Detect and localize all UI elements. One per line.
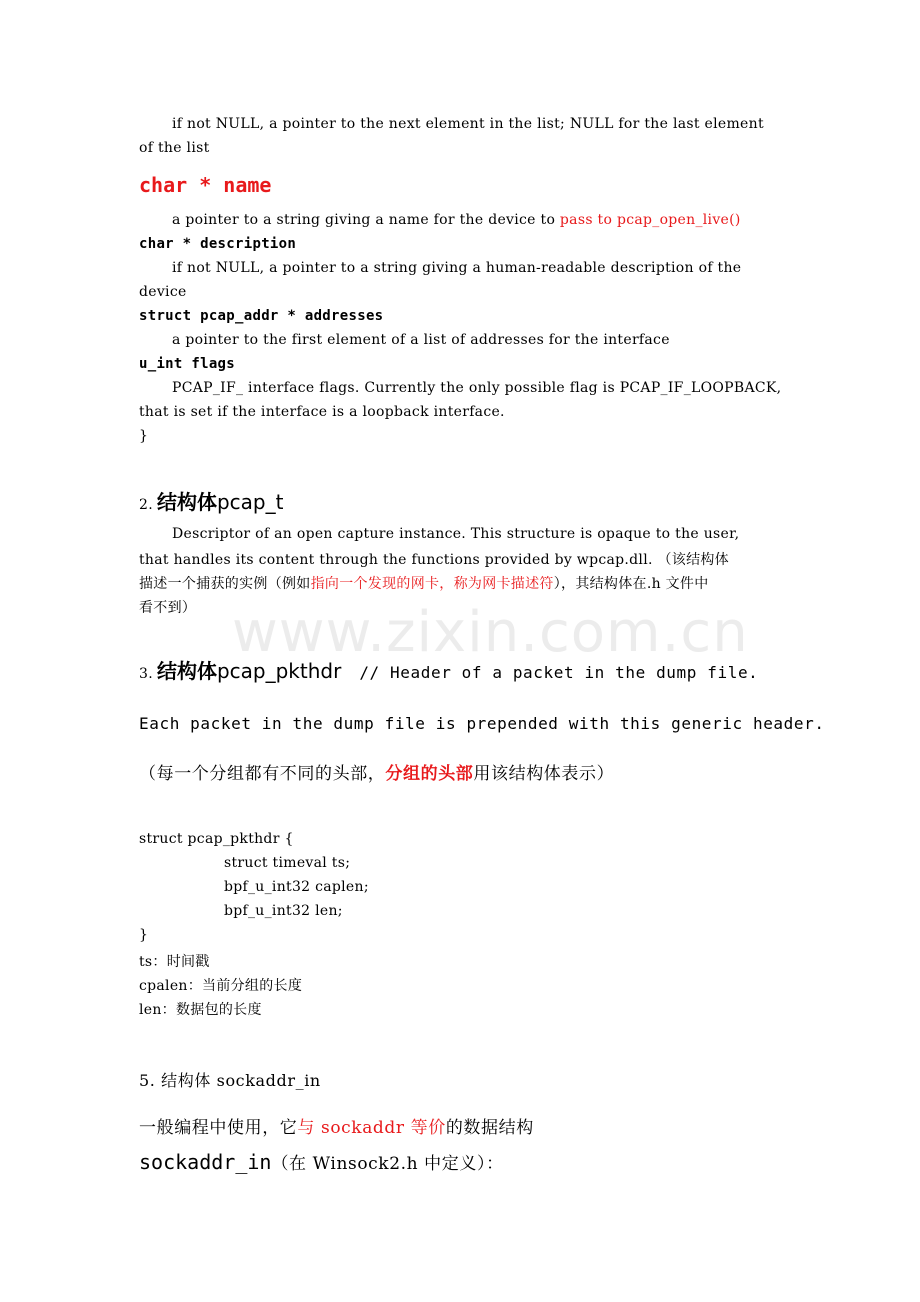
section-5-line2-struct: sockaddr_in bbox=[139, 1150, 272, 1174]
section-5-heading: 5. 结构体 sockaddr_in bbox=[139, 1071, 321, 1090]
section-2-line1: Descriptor of an open capture instance. This structure is opaque to the user, bbox=[172, 526, 740, 542]
note-line: len：数据包的长度 bbox=[139, 1002, 262, 1018]
section-3-number: 3. bbox=[139, 666, 153, 682]
section-3-title-cn: 结构体 bbox=[156, 659, 217, 683]
note-line: cpalen：当前分组的长度 bbox=[139, 978, 303, 994]
description-field-heading: char * description bbox=[139, 236, 297, 252]
section-5-line2-note: （在 Winsock2.h 中定义）： bbox=[271, 1154, 504, 1174]
section-5-line2 bbox=[139, 1149, 504, 1174]
section-5-line1 bbox=[139, 1113, 534, 1138]
addresses-field-heading: struct pcap_addr * addresses bbox=[139, 308, 384, 324]
section-2-line3-a: 描述一个捕获的实例（例如 bbox=[139, 576, 311, 592]
section-5-line1-highlight: 与 sockaddr 等价 bbox=[297, 1118, 446, 1138]
struct-closing-brace: } bbox=[139, 428, 149, 444]
section-2-title-cn: 结构体 bbox=[156, 490, 217, 514]
next-field-description-line1: if not NULL, a pointer to the next element in the list; NULL for the last element bbox=[172, 116, 764, 132]
name-desc-highlight: pass to pcap_open_live() bbox=[559, 212, 741, 228]
section-2-heading bbox=[139, 486, 283, 515]
section-3-line2 bbox=[139, 759, 614, 784]
section-5-line1-a: 一般编程中使用，它 bbox=[139, 1118, 298, 1138]
code-line: } bbox=[139, 927, 149, 943]
code-line: struct pcap_pkthdr { bbox=[139, 831, 294, 847]
section-5-line1-c: 的数据结构 bbox=[445, 1118, 534, 1138]
section-3-comment: // Header of a packet in the dump file. bbox=[359, 663, 759, 682]
flags-field-desc-line1: PCAP_IF_ interface flags. Currently the only possible flag is PCAP_IF_LOOPBACK, bbox=[172, 380, 782, 396]
section-2-line3-highlight: 指向一个发现的网卡，称为网卡描述符 bbox=[310, 576, 554, 592]
section-3-heading bbox=[139, 655, 758, 684]
code-line: struct timeval ts; bbox=[224, 855, 351, 871]
section-3-line2-c: 用该结构体表示） bbox=[473, 764, 615, 784]
flags-field-heading: u_int flags bbox=[139, 356, 236, 372]
section-2-line3 bbox=[139, 573, 709, 593]
section-2-title-en: pcap_t bbox=[216, 490, 284, 514]
addresses-field-description: a pointer to the first element of a list of addresses for the interface bbox=[172, 332, 670, 348]
section-2-number: 2. bbox=[139, 497, 153, 513]
code-line: bpf_u_int32 caplen; bbox=[224, 879, 369, 895]
section-2-line4: 看不到） bbox=[139, 600, 197, 616]
section-3-line2-a: （每一个分组都有不同的头部， bbox=[139, 764, 386, 784]
name-field-heading: char * name bbox=[139, 173, 272, 197]
note-line: ts：时间戳 bbox=[139, 954, 210, 970]
description-field-desc-line1: if not NULL, a pointer to a string giving a human-readable description of the bbox=[172, 260, 742, 276]
name-desc-text: a pointer to a string giving a name for the device to bbox=[172, 212, 560, 228]
code-line: bpf_u_int32 len; bbox=[224, 903, 343, 919]
section-2-line2: that handles its content through the functions provided by wpcap.dll. （该结构体 bbox=[139, 552, 729, 568]
next-field-description-line2: of the list bbox=[139, 140, 210, 156]
section-3-title-en: pcap_pkthdr bbox=[216, 659, 342, 683]
description-field-desc-line2: device bbox=[139, 284, 187, 300]
watermark: www.zixin.com.cn bbox=[232, 600, 749, 665]
section-2-line3-c: ），其结构体在.h 文件中 bbox=[553, 576, 709, 592]
section-3-line2-highlight: 分组的头部 bbox=[385, 764, 474, 784]
section-3-line1: Each packet in the dump file is prepended with this generic header. bbox=[139, 714, 825, 733]
flags-field-desc-line2: that is set if the interface is a loopback interface. bbox=[139, 404, 505, 420]
name-field-description bbox=[172, 212, 741, 228]
